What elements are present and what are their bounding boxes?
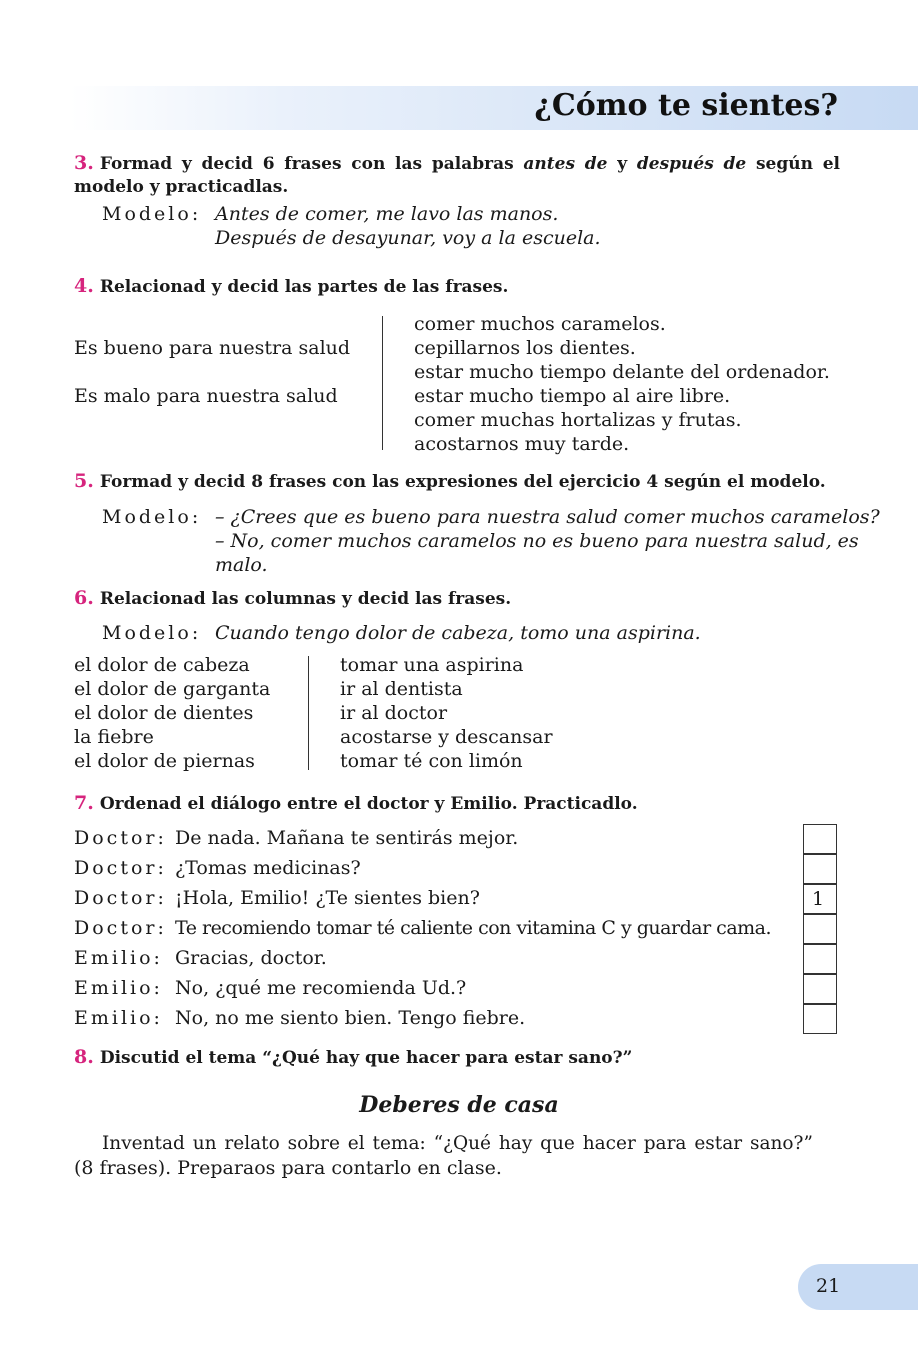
exercise-number: 8.: [74, 1046, 94, 1068]
dialog-text: No, ¿qué me recomienda Ud.?: [175, 977, 467, 999]
ailment: el dolor de piernas: [74, 750, 255, 772]
dialog-text: Gracias, doctor.: [175, 947, 327, 969]
dialog-text: ¿Tomas medicinas?: [175, 857, 361, 879]
sentence-end: comer muchas hortalizas y frutas.: [414, 409, 742, 431]
model-label: Modelo:: [102, 622, 202, 644]
dialog-text: ¡Hola, Emilio! ¿Te sientes bien?: [175, 887, 480, 909]
dialog-speaker: Doctor:: [74, 887, 167, 909]
order-box[interactable]: [803, 944, 837, 974]
sentence-end: estar mucho tiempo al aire libre.: [414, 385, 731, 407]
remedy: ir al doctor: [340, 702, 448, 724]
instruction-text: según el modelo y practicadlas.: [74, 154, 840, 197]
ailment: el dolor de cabeza: [74, 654, 250, 676]
page-number-tab: [798, 1264, 918, 1310]
ailment: el dolor de garganta: [74, 678, 271, 700]
column-divider: [308, 656, 309, 770]
exercise-3-instruction: [74, 152, 840, 199]
model-sentence: Antes de comer, me lavo las manos.: [215, 203, 559, 225]
model-label: Modelo:: [102, 203, 202, 225]
dialog-speaker: Doctor:: [74, 917, 167, 939]
model-sentence: malo.: [215, 554, 268, 576]
exercise-number: 6.: [74, 587, 94, 609]
remedy: tomar té con limón: [340, 750, 523, 772]
instruction-text: Formad y decid 8 frases con las expresiones del ejercicio 4 según el modelo.: [99, 472, 826, 492]
exercise-8-instruction: [74, 1046, 840, 1070]
instruction-text: y: [607, 154, 637, 174]
keyword-antes-de: antes de: [523, 154, 608, 174]
exercise-number: 7.: [74, 792, 94, 814]
sentence-end: comer muchos caramelos.: [414, 313, 666, 335]
homework-text: Inventad un relato sobre el tema: “¿Qué hay que hacer para estar sano?”: [102, 1133, 813, 1154]
homework-text: (8 frases). Preparaos para contarlo en clase.: [74, 1157, 502, 1179]
model-sentence: – ¿Crees que es bueno para nuestra salud comer muchos caramelos?: [215, 506, 880, 528]
order-box[interactable]: 1: [803, 884, 837, 914]
sentence-end: estar mucho tiempo delante del ordenador.: [414, 361, 830, 383]
order-box[interactable]: [803, 854, 837, 884]
order-box[interactable]: [803, 824, 837, 854]
dialog-text: De nada. Mañana te sentirás mejor.: [175, 827, 519, 849]
model-sentence: – No, comer muchos caramelos no es bueno para nuestra salud, es: [215, 530, 859, 552]
dialog-speaker: Emilio:: [74, 1007, 163, 1029]
instruction-text: Relacionad las columnas y decid las frases.: [99, 589, 512, 609]
order-box[interactable]: [803, 974, 837, 1004]
column-divider: [382, 316, 383, 450]
sentence-end: acostarnos muy tarde.: [414, 433, 630, 455]
exercise-number: 3.: [74, 152, 94, 174]
sentence-start: Es bueno para nuestra salud: [74, 337, 351, 359]
dialog-speaker: Emilio:: [74, 947, 163, 969]
dialog-speaker: Emilio:: [74, 977, 163, 999]
exercise-number: 5.: [74, 470, 94, 492]
ailment: la fiebre: [74, 726, 154, 748]
remedy: acostarse y descansar: [340, 726, 553, 748]
dialog-text: Te recomiendo tomar té caliente con vitamina C y guardar cama.: [175, 917, 772, 939]
sentence-start: Es malo para nuestra salud: [74, 385, 338, 407]
order-box[interactable]: [803, 914, 837, 944]
instruction-text: Formad y decid 6 frases con las palabras: [99, 154, 524, 174]
remedy: ir al dentista: [340, 678, 463, 700]
keyword-despues-de: después de: [636, 154, 747, 174]
ailment: el dolor de dientes: [74, 702, 254, 724]
sentence-end: cepillarnos los dientes.: [414, 337, 636, 359]
model-sentence: Cuando tengo dolor de cabeza, tomo una aspirina.: [215, 622, 701, 644]
exercise-6-instruction: [74, 587, 840, 611]
exercise-number: 4.: [74, 275, 94, 297]
page-number: 21: [816, 1275, 841, 1297]
instruction-text: Relacionad y decid las partes de las frases.: [99, 277, 509, 297]
instruction-text: Ordenad el diálogo entre el doctor y Emilio. Practicadlo.: [99, 794, 638, 814]
dialog-speaker: Doctor:: [74, 857, 167, 879]
model-sentence: Después de desayunar, voy a la escuela.: [215, 227, 601, 249]
model-label: Modelo:: [102, 506, 202, 528]
instruction-text: Discutid el tema “¿Qué hay que hacer para estar sano?”: [99, 1048, 633, 1068]
page-title: ¿Cómo te sientes?: [534, 88, 838, 123]
exercise-7-instruction: [74, 792, 840, 816]
dialog-text: No, no me siento bien. Tengo fiebre.: [175, 1007, 526, 1029]
dialog-speaker: Doctor:: [74, 827, 167, 849]
exercise-5-instruction: [74, 470, 840, 494]
exercise-4-instruction: [74, 275, 840, 299]
homework-title: Deberes de casa: [359, 1092, 559, 1118]
remedy: tomar una aspirina: [340, 654, 524, 676]
header-banner: [70, 86, 918, 130]
order-box[interactable]: [803, 1004, 837, 1034]
